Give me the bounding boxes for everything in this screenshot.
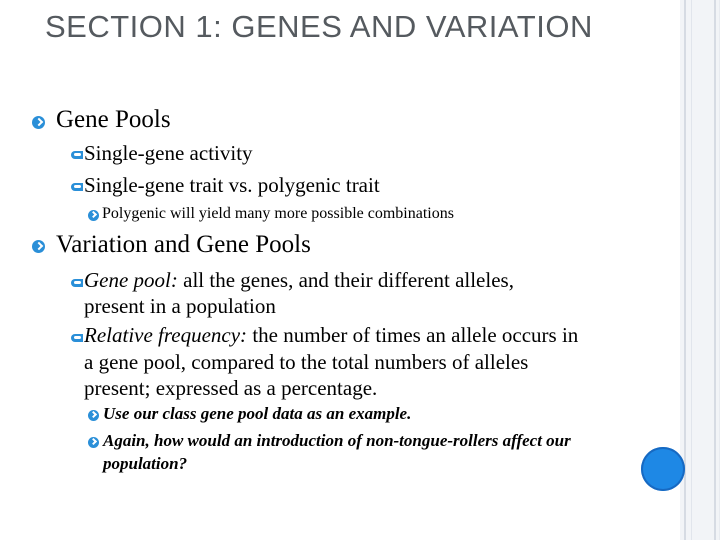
gene-pool-def-line-1: all the genes, and their different alleles,: [177, 268, 514, 292]
relative-freq-def-line-1: the number of times an allele occurs in: [247, 323, 579, 347]
gene-pool-def-line-2: present in a population: [84, 294, 276, 318]
bullet-single-vs-polygenic: Single-gene trait vs. polygenic trait: [84, 173, 380, 197]
relative-freq-def-line-3: present; expressed as a percentage.: [84, 376, 378, 400]
bullet-again-line-1: Again, how would an introduction of non-tongue-rollers affect our: [103, 431, 571, 450]
bullet-icon: [32, 116, 45, 129]
bullet-polygenic-combinations: Polygenic will yield many more possible combinations: [102, 205, 454, 222]
bullet-class-data: Use our class gene pool data as an example.: [103, 404, 412, 423]
bullet-icon: [71, 334, 83, 342]
bullet-icon: [88, 437, 99, 448]
bullet-again-line-2: population?: [103, 454, 188, 473]
term-relative-frequency: Relative frequency:: [84, 323, 248, 347]
bullet-variation-gene-pools: Variation and Gene Pools: [56, 231, 311, 258]
bullet-single-gene-activity: Single-gene activity: [84, 141, 253, 165]
bullet-icon: [71, 151, 83, 159]
bullet-icon: [88, 210, 99, 221]
bullet-icon: [88, 410, 99, 421]
bullet-relative-frequency: [84, 323, 578, 348]
bullet-icon: [71, 279, 83, 287]
slide-title: SECTION 1: GENES AND VARIATION: [45, 9, 593, 44]
bullet-gene-pool-definition: [84, 268, 514, 293]
bullet-gene-pools: Gene Pools: [56, 106, 171, 133]
bullet-icon: [71, 183, 83, 191]
relative-freq-def-line-2: a gene pool, compared to the total numbers of alleles: [84, 350, 529, 374]
decorative-circle: [641, 447, 685, 491]
bullet-icon: [32, 240, 45, 253]
term-gene-pool: Gene pool:: [84, 268, 178, 292]
